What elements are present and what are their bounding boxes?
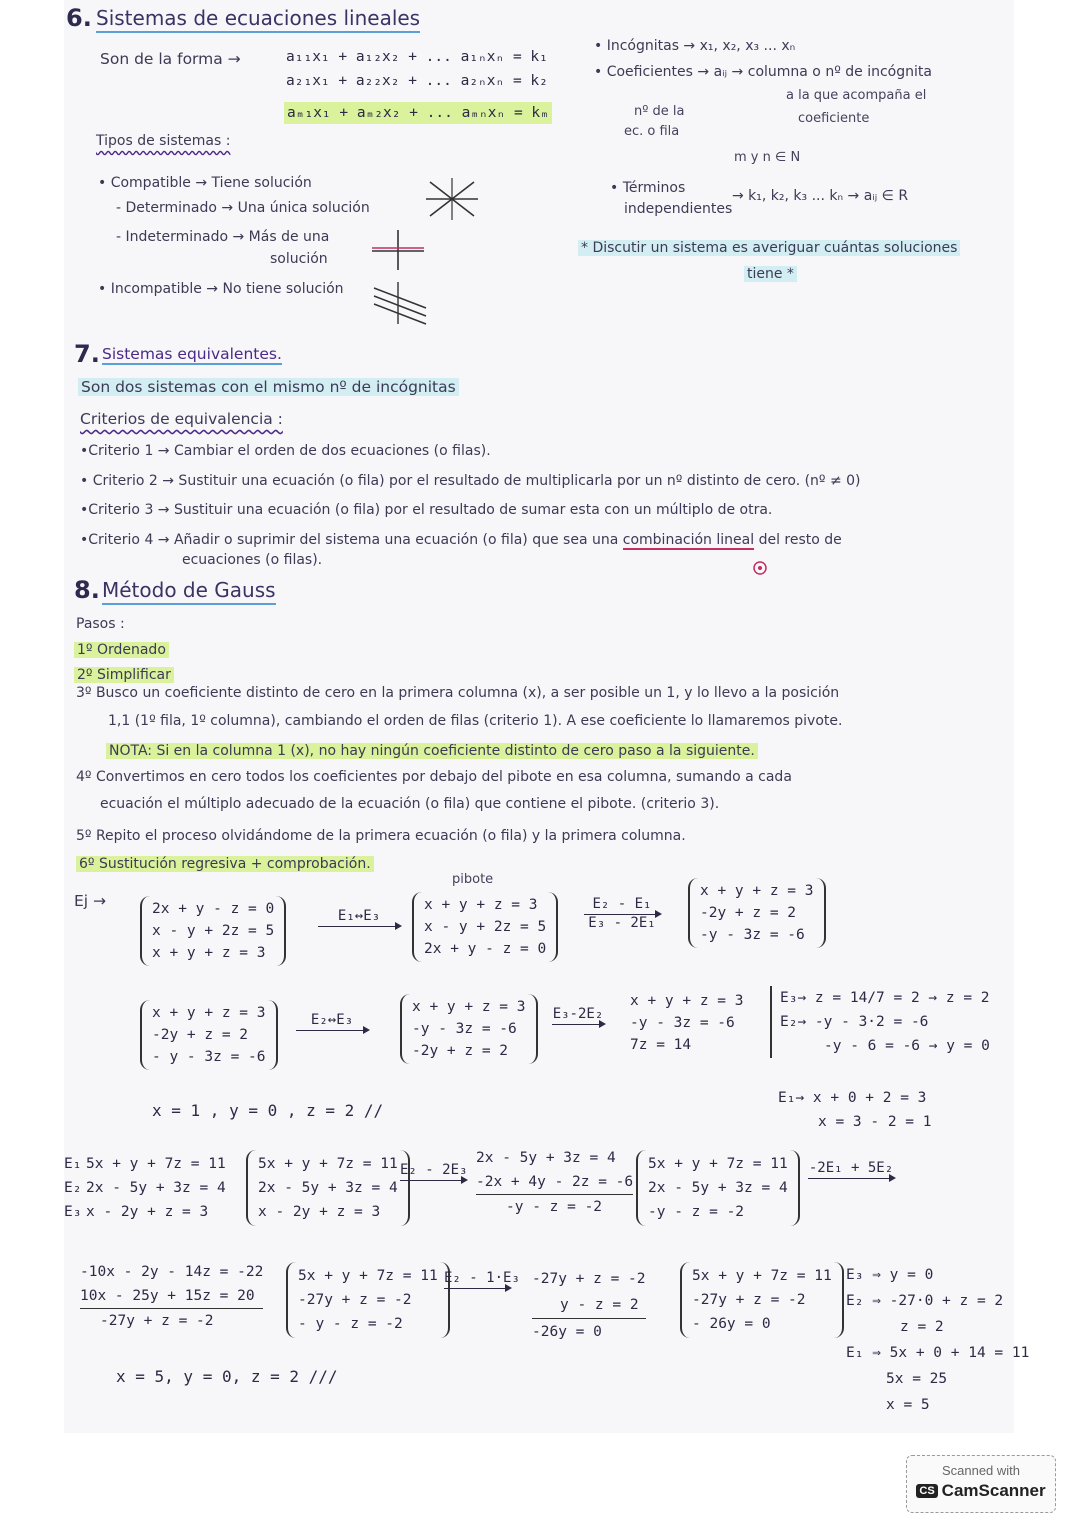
eq-row: -y - 3z = -6 xyxy=(630,1015,735,1031)
arrow-icon xyxy=(296,1030,368,1031)
criterios-text: Criterios de equivalencia : xyxy=(80,410,283,428)
ex1-system-d xyxy=(140,1000,278,1070)
indeterminado-line-2: solución xyxy=(270,251,328,267)
ex2-op-3 xyxy=(444,1270,520,1289)
eq-row: -2x + 4y - 2z = -6 xyxy=(476,1170,633,1195)
eq-row: 5x + y + 7z = 11 xyxy=(692,1268,832,1284)
tipos-heading xyxy=(96,133,230,149)
op-label: E₂ - E₁ xyxy=(592,896,652,912)
badge-line-2 xyxy=(907,1481,1055,1501)
row-label: E₃ xyxy=(64,1204,82,1220)
example-label: Ej → xyxy=(74,892,107,910)
eq-row: 5x + y + 7z = 11 xyxy=(258,1156,398,1172)
ex2-system-e xyxy=(80,1260,263,1333)
eq-row: x + y + z = 3 xyxy=(412,999,526,1015)
badge-brand: CamScanner xyxy=(941,1481,1046,1500)
op-label: E₃-2E₂ xyxy=(552,1006,604,1022)
pasos-heading: Pasos : xyxy=(76,616,125,632)
camscanner-badge xyxy=(906,1455,1056,1513)
eq-row: - y - z = -2 xyxy=(298,1316,403,1332)
sub-row: E₁ ⇒ 5x + 0 + 14 = 11 xyxy=(846,1345,1030,1361)
ex1-system-a xyxy=(140,896,286,966)
eq-row: 5x + y + 7z = 11 xyxy=(298,1268,438,1284)
eq-row: 2x - 5y + 3z = 4 xyxy=(476,1150,616,1166)
eq-row: x + y + z = 3 xyxy=(152,945,266,961)
eq-row: -27y + z = -2 xyxy=(100,1313,214,1329)
form-label: Son de la forma → xyxy=(100,50,241,68)
eq-row: -27y + z = -2 xyxy=(692,1292,806,1308)
eq-row: 2x + y - z = 0 xyxy=(152,901,275,917)
indeterminado-line: - Indeterminado → Más de una xyxy=(116,229,330,245)
ex1-op-1 xyxy=(318,908,400,927)
fila-label-2: ec. o fila xyxy=(624,124,680,139)
section-6-number: 6. xyxy=(66,4,92,32)
eq-row: -10x - 2y - 14z = -22 xyxy=(80,1264,264,1280)
sub-row: -y - 6 = -6 → y = 0 xyxy=(824,1038,990,1054)
incognitas-line: • Incógnitas → x₁, x₂, x₃ ... xₙ xyxy=(594,38,796,54)
ex2-system-h xyxy=(680,1262,844,1338)
section-7-number: 7. xyxy=(74,340,100,368)
eq-row: -27y + z = -2 xyxy=(532,1271,646,1287)
eq-row: x - y + 2z = 5 xyxy=(152,923,275,939)
arrow-icon xyxy=(808,1178,894,1179)
ex2-system-c xyxy=(476,1146,633,1219)
eq-row: -y - 3z = -6 xyxy=(412,1021,517,1037)
sub-row: x = 3 - 2 = 1 xyxy=(818,1114,932,1130)
ex2-system-a xyxy=(86,1152,226,1224)
paso-1: 1º Ordenado xyxy=(74,642,169,658)
paso-3a: 3º Busco un coeficiente distinto de cero en la primera columna (x), a ser posible un 1, y lo llevo a la posición xyxy=(76,685,840,701)
ex2-op-1 xyxy=(400,1162,466,1181)
eq-row: 2x - 5y + 3z = 4 xyxy=(258,1180,398,1196)
camscanner-logo-icon: CS xyxy=(916,1484,937,1498)
ex2-substitution xyxy=(846,1262,1029,1418)
criterio-3: •Criterio 3 → Sustituir una ecuación (o fila) por el resultado de sumar esta con un múltiplo de otra. xyxy=(80,502,773,518)
op-label: E₂ - 2E₃ xyxy=(400,1162,468,1178)
coef-desc-3: coeficiente xyxy=(798,111,870,126)
arrow-icon xyxy=(318,926,400,927)
ex1-solution: x = 1 , y = 0 , z = 2 // xyxy=(152,1101,384,1120)
arrow-icon xyxy=(552,1024,604,1025)
badge-line-1: Scanned with xyxy=(941,1463,1021,1478)
ex1-system-b xyxy=(412,892,558,962)
general-eq-1: a₁₁x₁ + a₁₂x₂ + ... a₁ₙxₙ = k₁ xyxy=(286,49,548,65)
coef-desc-2: a la que acompaña el xyxy=(786,88,927,103)
ex1-op-3 xyxy=(296,1012,368,1031)
eq-row: x - 2y + z = 3 xyxy=(86,1204,209,1220)
op-label: E₂ - 1·E₃ xyxy=(444,1270,520,1286)
ex1-substitution-2 xyxy=(778,1086,932,1134)
ex2-row-labels xyxy=(64,1152,81,1224)
eq-row: 5x + y + 7z = 11 xyxy=(86,1156,226,1172)
eq-row: y - z = 2 xyxy=(532,1292,646,1319)
eq-row: x + y + z = 3 xyxy=(630,993,744,1009)
discutir-line-2: tiene * xyxy=(744,266,797,282)
op-label: E₂↔E₃ xyxy=(310,1012,354,1028)
section-8-title: Método de Gauss xyxy=(102,578,276,605)
eq-row: -2y + z = 2 xyxy=(700,905,797,921)
paso-3b: 1,1 (1º fila, 1º columna), cambiando el orden de filas (criterio 1). A ese coeficiente lo llamaremos pivote. xyxy=(108,713,843,729)
incompatible-line: • Incompatible → No tiene solución xyxy=(98,281,344,297)
sub-row: E₃→ z = 14/7 = 2 → z = 2 xyxy=(780,990,990,1006)
eq-row: -27y + z = -2 xyxy=(298,1292,412,1308)
eq-row: -2y + z = 2 xyxy=(412,1043,509,1059)
criterios-heading xyxy=(80,410,283,428)
ex2-system-d xyxy=(636,1150,800,1226)
ex1-substitution xyxy=(770,986,990,1058)
eq-row: -26y = 0 xyxy=(532,1324,602,1340)
row-label: E₂ xyxy=(64,1180,82,1196)
eq-row: 5x + y + 7z = 11 xyxy=(648,1156,788,1172)
lines-intersect-icon xyxy=(420,176,484,222)
ex2-system-b xyxy=(246,1150,410,1226)
nota: NOTA: Si en la columna 1 (x), no hay ningún coeficiente distinto de cero paso a la siguiente. xyxy=(106,743,758,759)
pibote-label: pibote xyxy=(452,872,494,887)
paso-4b: ecuación el múltiplo adecuado de la ecuación (o fila) que contiene el pibote. (criterio 3). xyxy=(100,796,720,812)
eq-row: -y - z = -2 xyxy=(506,1199,603,1215)
asterisk-circle-icon xyxy=(752,560,768,576)
sub-row: 5x = 25 xyxy=(886,1371,948,1387)
terminos-values: → k₁, k₂, k₃ ... kₙ → aᵢⱼ ∈ R xyxy=(732,188,909,204)
op-label: E₃ - 2E₁ xyxy=(588,915,656,931)
eq-row: -y - 3z = -6 xyxy=(700,927,805,943)
eq-row: -2y + z = 2 xyxy=(152,1027,249,1043)
criterio-4 xyxy=(80,532,842,548)
op-label: -2E₁ + 5E₂ xyxy=(808,1160,894,1176)
eq-row: 2x - 5y + 3z = 4 xyxy=(648,1180,788,1196)
ex1-op-2 xyxy=(584,896,660,931)
section-7-title: Sistemas equivalentes. xyxy=(102,345,282,363)
eq-row: x + y + z = 3 xyxy=(700,883,814,899)
eq-row: - y - 3z = -6 xyxy=(152,1049,266,1065)
criterio-4-b: del resto de xyxy=(758,532,842,548)
sub-row: z = 2 xyxy=(900,1319,944,1335)
arrow-icon xyxy=(400,1180,466,1181)
eq-row: x + y + z = 3 xyxy=(152,1005,266,1021)
eq-row: -y - z = -2 xyxy=(648,1204,745,1220)
terminos-2: independientes xyxy=(624,201,733,217)
paso-5: 5º Repito el proceso olvidándome de la primera ecuación (o fila) y la primera columna. xyxy=(76,828,686,844)
myn-label: m y n ∈ N xyxy=(734,150,801,165)
criterio-1: •Criterio 1 → Cambiar el orden de dos ecuaciones (o filas). xyxy=(80,443,491,459)
terminos-1: • Términos xyxy=(610,180,686,196)
paso-6 xyxy=(76,856,374,872)
determinado-line: - Determinado → Una única solución xyxy=(116,200,370,216)
eq-row: 2x - 5y + 3z = 4 xyxy=(86,1180,226,1196)
ex1-system-e xyxy=(400,994,538,1064)
ex2-op-2 xyxy=(808,1160,894,1179)
eq-row: 10x - 25y + 15z = 20 xyxy=(80,1284,263,1309)
criterio-4-underlined: combinación lineal xyxy=(622,532,755,548)
fila-label-1: nº de la xyxy=(634,104,685,119)
criterio-4-a: •Criterio 4 → Añadir o suprimir del sistema una ecuación (o fila) que sea una xyxy=(80,532,619,548)
arrow-icon xyxy=(584,914,660,915)
section-8-number: 8. xyxy=(74,576,100,604)
eq-row: 7z = 14 xyxy=(630,1037,692,1053)
row-label: E₁ xyxy=(64,1156,82,1172)
eq-row: x + y + z = 3 xyxy=(424,897,538,913)
general-eq-2: a₂₁x₁ + a₂₂x₂ + ... a₂ₙxₙ = k₂ xyxy=(286,73,548,89)
tipos-text: Tipos de sistemas : xyxy=(96,133,231,149)
general-eq-3: aₘ₁x₁ + aₘ₂x₂ + ... aₘₙxₙ = kₘ xyxy=(284,102,552,124)
eq-row: x - 2y + z = 3 xyxy=(258,1204,381,1220)
sistemas-equivalentes-def: Son dos sistemas con el mismo nº de incógnitas xyxy=(78,378,459,396)
criterio-4-c: ecuaciones (o filas). xyxy=(182,552,323,568)
coeficientes-line: • Coeficientes → aᵢⱼ → columna o nº de incógnita xyxy=(594,64,932,80)
sub-row: E₁→ x + 0 + 2 = 3 xyxy=(778,1090,927,1106)
ex2-solution: x = 5, y = 0, z = 2 /// xyxy=(116,1367,338,1386)
lines-coincident-icon xyxy=(368,228,428,272)
criterio-2: • Criterio 2 → Sustituir una ecuación (o fila) por el resultado de multiplicarla por un nº distinto de cero. (nº ≠ 0) xyxy=(80,473,861,489)
sub-row: E₂→ -y - 3·2 = -6 xyxy=(780,1014,929,1030)
eq-row: x - y + 2z = 5 xyxy=(424,919,547,935)
arrow-icon xyxy=(444,1288,510,1289)
ex2-system-f xyxy=(286,1262,450,1338)
paso-4a: 4º Convertimos en cero todos los coeficientes por debajo del pibote en esa columna, sumando a cada xyxy=(76,769,792,785)
ex1-system-f xyxy=(630,990,744,1056)
discutir-line: * Discutir un sistema es averiguar cuántas soluciones xyxy=(578,240,960,256)
op-label: E₁↔E₃ xyxy=(337,908,381,924)
compatible-line: • Compatible → Tiene solución xyxy=(98,175,312,191)
sub-row: E₂ ⇒ -27·0 + z = 2 xyxy=(846,1293,1004,1309)
paso-2: 2º Simplificar xyxy=(74,667,174,683)
ex1-system-c xyxy=(688,878,826,948)
eq-row: 2x + y - z = 0 xyxy=(424,941,547,957)
lines-parallel-icon xyxy=(368,280,432,326)
ex1-op-4 xyxy=(552,1006,604,1025)
paso-6-text: 6º Sustitución regresiva + comprobación. xyxy=(76,856,374,872)
sub-row: x = 5 xyxy=(886,1397,930,1413)
eq-row: - 26y = 0 xyxy=(692,1316,771,1332)
section-6-title: Sistemas de ecuaciones lineales xyxy=(96,6,420,33)
sub-row: E₃ ⇒ y = 0 xyxy=(846,1267,934,1283)
ex2-system-g xyxy=(532,1266,646,1345)
